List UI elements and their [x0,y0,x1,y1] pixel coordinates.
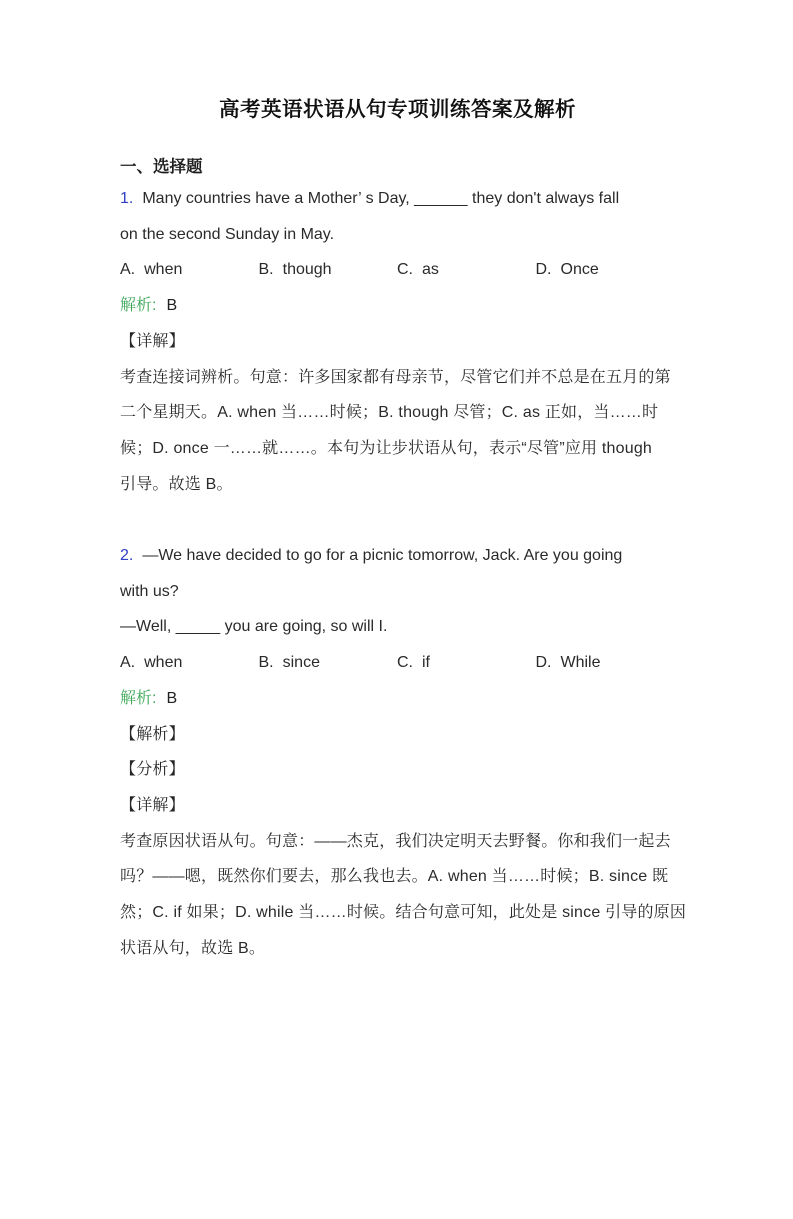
answer-label: 解析: [120,689,157,707]
question-2-explanation-line-1: 考查原因状语从句。句意：——杰克，我们决定明天去野餐。你和我们一起去 [120,832,671,850]
question-1-option-d [536,252,599,288]
option-b-label: B. [258,654,274,672]
answer-label: 解析: [120,297,157,315]
question-2-number: 2. [120,547,134,565]
section-heading: 一、选择题 [120,158,203,176]
option-d-text: While [560,654,601,672]
question-1 [120,181,675,502]
question-1-options [120,252,675,288]
question-2-stem-line-1 [120,538,675,574]
question-1-stem-line-1 [120,181,675,217]
question-1-answer-line [120,288,675,324]
question-2-option-a [120,645,259,681]
option-a-text: when [144,261,183,279]
question-2 [120,538,687,966]
question-1-explanation-line-1: 考查连接词辨析。句意：许多国家都有母亲节，尽管它们并不总是在五月的第 [120,368,671,386]
question-2-option-d [536,645,601,681]
question-1-explanation-line-2: 二个星期天。A. when 当……时候；B. though 尽管；C. as 正如，当……时 [120,404,659,422]
question-2-stem-text-1: —We have decided to go for a picnic tomorrow, Jack. Are you going [142,547,623,565]
question-1-explanation-line-4: 引导。故选 B。 [120,475,233,493]
page-title: 高考英语状语从句专项训练答案及解析 [219,98,576,121]
question-2-explanation-line-4: 状语从句，故选 B。 [120,939,266,957]
option-a-label: A. [120,654,136,672]
question-2-option-b [259,645,398,681]
question-1-stem-line-2: on the second Sunday in May. [120,225,335,243]
question-1-stem-text-1: Many countries have a Mother’ s Day, ______ they don't always fall [142,190,620,207]
option-d-label: D. [535,261,552,279]
question-2-stem-line-2: with us? [120,582,179,600]
document-page [0,97,793,1219]
option-c-label: C. [397,261,413,279]
question-1-option-a [120,252,259,288]
option-b-text: since [282,654,320,672]
question-2-explanation-line-3: 然；C. if 如果；D. while 当……时候。结合句意可知，此处是 since 引导的原因 [120,904,687,922]
question-2-answer-line [120,681,675,717]
option-c-text: as [422,261,439,279]
question-2-answer-value: B [166,689,178,707]
question-2-option-c [397,645,536,681]
question-1-answer-value: B [166,297,178,315]
question-1-number: 1. [120,190,134,207]
option-b-label: B. [258,261,274,279]
option-a-label: A. [120,261,136,279]
option-d-label: D. [535,654,552,672]
question-1-tag-detail: 【详解】 [120,332,185,350]
question-2-stem-line-3: —Well, _____ you are going, so will I. [120,618,388,636]
question-1-option-b [259,252,398,288]
question-1-option-c [397,252,536,288]
option-c-text: if [422,654,430,672]
question-2-tag-analysis2: 【分析】 [120,761,185,779]
question-2-options [120,645,675,681]
option-a-text: when [144,654,183,672]
option-b-text: though [282,261,332,279]
question-2-tag-detail: 【详解】 [120,796,185,814]
option-c-label: C. [397,654,413,672]
question-2-tag-analysis1: 【解析】 [120,725,185,743]
question-2-explanation-line-2: 吗？——嗯，既然你们要去，那么我也去。A. when 当……时候；B. since 既 [120,868,669,886]
question-1-explanation-line-3: 候；D. once 一……就……。本句为让步状语从句，表示“尽管”应用 though [120,439,653,457]
option-d-text: Once [560,261,599,279]
